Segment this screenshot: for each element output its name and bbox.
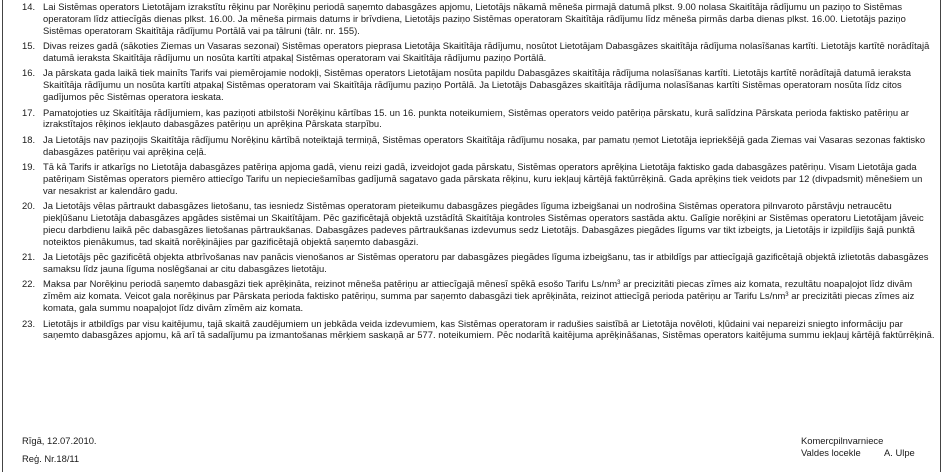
clause-number: 17. xyxy=(22,106,36,118)
clause-item xyxy=(0,107,945,131)
clause-item xyxy=(0,318,945,342)
clause-item xyxy=(0,278,945,314)
clause-item xyxy=(0,134,945,158)
registration-number: Reģ. Nr.18/11 xyxy=(22,453,80,464)
clause-number: 21. xyxy=(22,251,36,263)
clause-list xyxy=(0,1,945,345)
clause-number: 22. xyxy=(22,278,36,290)
clause-text: Lai Sistēmas operators Lietotājam izrakstītu rēķinu par Norēķinu periodā saņemto dabasgāzes apjomu, Lietotājs nākamā mēneša pirmajā datumā plkst. 9.00 nolasa Skaitītāja rādījumu un paziņo to Sistēmas operatoram līdz attiecīgās dienas plkst. 16.00. Ja mēneša pirmais datums ir brīvdiena, Lietotājs paziņo Sistēmas operatoram Skaitītāja rādījumu līdz mēneša pirmās darba dienas plkst. 16.00. Lietotājs paziņo Sistēmas operatoram Skaitītāja rādījumu Portālā vai pa tālruni (tālr. nr. 155). xyxy=(43,1,906,36)
clause-text: Divas reizes gadā (sākoties Ziemas un Vasaras sezonai) Sistēmas operators pieprasa Lietotāja Skaitītāja rādījumu, nosūtot Lietotājam Dabasgāzes skaitītāja rādījuma nolasīšanas kartīti. Lietotājs kartītē norādītajā datumā ieraksta Skaitītāja rādījumu un nosūta kartīti atpakaļ Sistēmas operatoram vai Skaitītāja rādījumu paziņo Portālā. xyxy=(43,40,930,63)
signatory-organization-title: Komercpilnvarniece xyxy=(801,435,884,446)
clause-text: Ja Lietotājs nav paziņojis Skaitītāja rādījumu Norēķinu kārtībā noteiktajā termiņā, Sistēmas operators Skaitītāja rādījumu nosaka, par pamatu ņemot Lietotāja iepriekšējā gada Ziemas vai Vasaras sezonas faktisko dabasgāzes patēriņu vai aprēķina ceļā. xyxy=(43,133,926,157)
clause-text: Ja pārskata gada laikā tiek mainīts Tarifs vai piemērojamie nodokļi, Sistēmas operators Lietotājam nosūta papildu Dabasgāzes skaitītāja rādījuma nolasīšanas kartīti. Lietotājs kartītē norādītajā datumā ieraksta Skaitītāja rādījumu un nosūta kartīti atpakaļ Sistēmas operatoram vai Skaitītāja rādījumu paziņo Portālā. Ja Lietotājs Dabasgāzes skaitītāja rādījuma nolasīšanas kartīti Sistēmas operatoram nosūta līdz citos gadījumos pēc Sistēmas operatora ieskata. xyxy=(43,67,912,103)
clause-item xyxy=(0,40,945,64)
clause-item xyxy=(0,200,945,247)
clause-item xyxy=(0,1,945,37)
clause-number: 15. xyxy=(22,40,36,52)
footer-left xyxy=(22,435,97,465)
clause-text: Maksa par Norēķinu periodā saņemto dabasgāzi tiek aprēķināta, reizinot mēneša patēriņu ar attiecīgajā mēnesī spēkā esošo Tarifu $Ls/nm^3$ ar precizitāti piecas zīmes aiz komata, rezultātu noapaļojot līdz divām zīmēm aiz komata. Veicot gala norēķinus par Pārskata perioda faktisko patēriņu, summa par saņemto dabasgāzi tiek aprēķināta, reizinot attiecīgā perioda patēriņu ar Tarifu $Ls/nm^3$ ar precizitāti piecas zīmes aiz komata, gala summu noapaļojot līdz divām zīmēm aiz komata. xyxy=(43,278,915,314)
clause-number: 16. xyxy=(22,67,36,79)
place-date: Rīgā, 12.07.2010. xyxy=(22,435,97,446)
clause-number: 18. xyxy=(22,133,36,145)
clause-number: 14. xyxy=(22,1,36,12)
clause-number: 23. xyxy=(22,317,36,329)
clause-text: Lietotājs ir atbildīgs par visu kaitējumu, tajā skaitā zaudējumiem un jebkāda veida izdevumiem, kas Sistēmas operatoram ir radušies saistībā ar Lietotāja novēloti, kļūdaini vai nepareizi sniegto informāciju par saņemto dabasgāzes apjomu, kā arī tā sadalījumu pa izmantošanas mērķiem saskaņā ar 577. noteikumiem. Pēc nodarītā kaitējuma aprēķināšanas, Sistēmas operators kaitējuma summu iekļauj kārtējā faktūrrēķinā. xyxy=(43,317,935,341)
clause-item xyxy=(0,161,945,197)
footer-signature xyxy=(801,435,915,459)
signatory-name: A. Ulpe xyxy=(884,447,915,458)
clause-text: Ja Lietotājs pēc gazificētā objekta atbrīvošanas nav panācis vienošanos ar Sistēmas operatoru par dabasgāzes piegādes līguma izbeigšanu, tas ir atbildīgs par attiecīgajā gazificētajā objektā izlietotās dabasgāzes samaksu līdz jauna līguma noslēgšanai ar citu dabasgāzes lietotāju. xyxy=(43,251,929,275)
clause-text: Tā kā Tarifs ir atkarīgs no Lietotāja dabasgāzes patēriņa apjoma gadā, vienu reizi gadā, izveidojot gada pārskatu, Sistēmas operators aprēķina Lietotāja faktisko gada dabasgāzes patēriņu. Visam Lietotāja gada patēriņam Sistēmas operators piemēro attiecīgo Tarifu un nepieciešamības gadījumā sagatavo gada pārskata rēķinu, kuru iekļauj kārtējā faktūrrēķinā. Gada aprēķins tiek veidots par 12 (divpadsmit) mēnešiem un var nesakrist ar kalendāro gadu. xyxy=(43,161,923,196)
signatory-role: Valdes locekle xyxy=(801,447,861,458)
clause-item xyxy=(0,251,945,275)
clause-number: 20. xyxy=(22,200,36,212)
clause-text: Pamatojoties uz Skaitītāja rādījumiem, kas paziņoti atbilstoši Norēķinu kārtības 15. un 16. punkta noteikumiem, Sistēmas operators veido patēriņa pārskatu, kurā salīdzina Pārskata perioda faktisko patēriņu ar izrakstītajos rēķinos iekļauto dabasgāzes patēriņu un aprēķina Pārskata starpību. xyxy=(43,106,910,130)
clause-text: Ja Lietotājs vēlas pārtraukt dabasgāzes lietošanu, tas iesniedz Sistēmas operatoram pieteikumu dabasgāzes piegādes līguma izbeigšanai un nodrošina Sistēmas operatora pilnvaroto pārstāvju netraucētu piekļūšanu Lietotāja dabasgāzes apgādes sistēmai un Skaitītājam. Pēc gazificētajā objektā uzstādītā Skaitītāja kontroles Sistēmas operators sastāda aktu. Galīgie norēķini ar Sistēmas operatoru Lietotājam jāveic piecu darbdienu laikā pēc dabasgāzes lietošanas pārtraukšanas. Dabasgāzes padeves pārtraukšanas izdevumus sedz Lietotājs. Dabasgāzes piegādes līgums var tikt izbeigts, ja Lietotājs ir izpildījis šajā punktā noteiktos pienākumus, tad skaitā norēķinājies par gazificētajā objektā saņemto dabasgāzi. xyxy=(43,200,924,247)
clause-number: 19. xyxy=(22,161,36,173)
clause-item xyxy=(0,67,945,103)
